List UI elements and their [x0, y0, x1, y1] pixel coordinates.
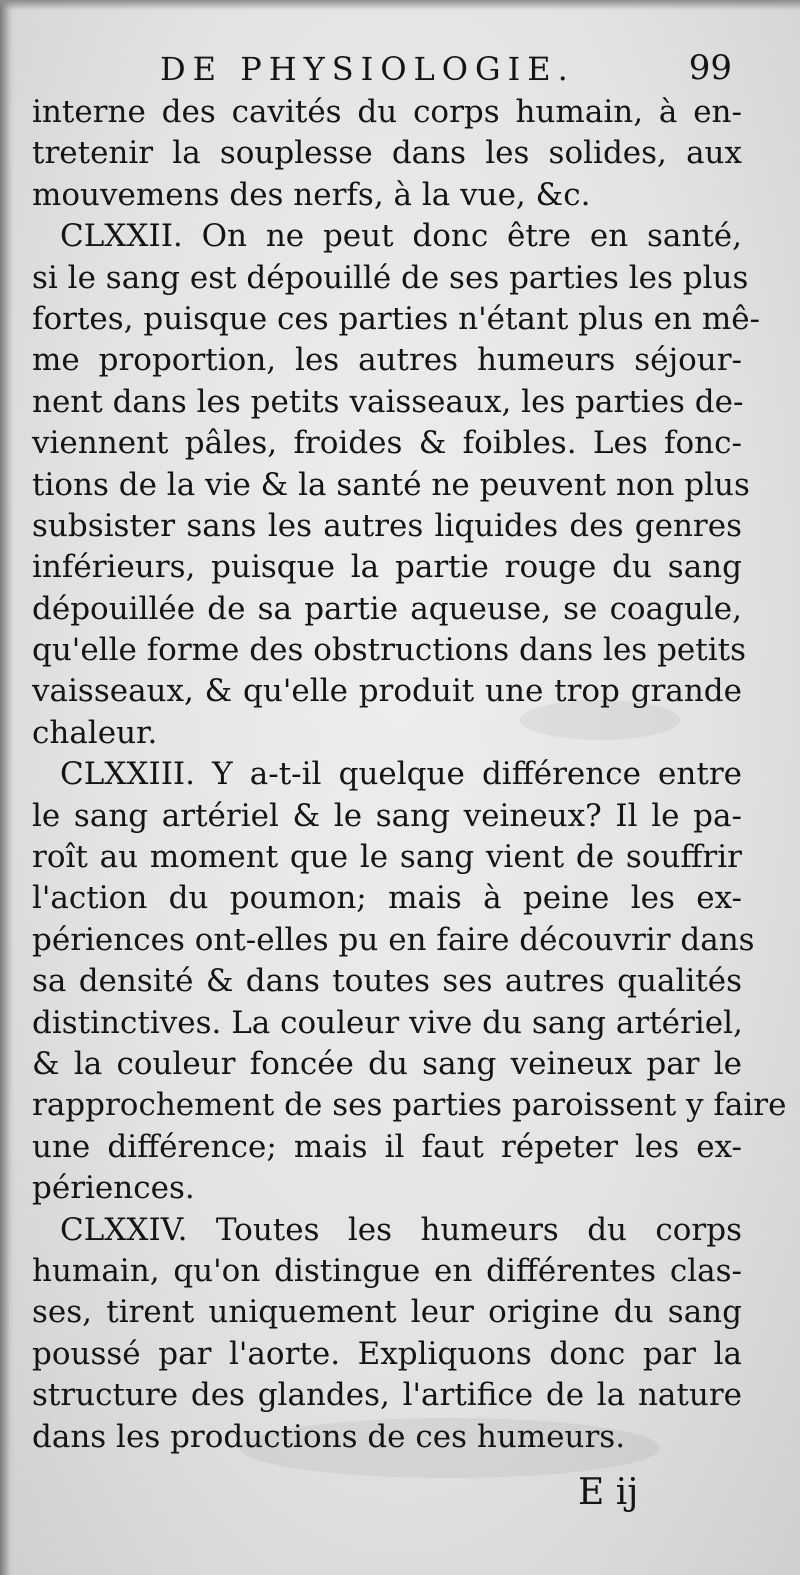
- text-line: tions de la vie & la santé ne peuvent non plus: [32, 466, 750, 503]
- page-header: [0, 44, 800, 94]
- text-line: fortes, puisque ces parties n'étant plus en mê-: [32, 300, 761, 337]
- text-line: périences.: [32, 1170, 195, 1207]
- text-line: poussé par l'aorte. Expliquons donc par la: [32, 1335, 742, 1372]
- text-line: CLXXII. On ne peut donc être en santé,: [60, 218, 742, 255]
- text-line: humain, qu'on distingue en différentes clas-: [32, 1252, 742, 1289]
- text-line: l'action du poumon; mais à peine les ex-: [32, 880, 742, 917]
- text-line: & la couleur foncée du sang veineux par le: [32, 1045, 742, 1082]
- text-line: nent dans les petits vaisseaux, les parties de-: [32, 383, 744, 420]
- text-line: CLXXIV. Toutes les humeurs du corps: [60, 1211, 742, 1248]
- body-text: [32, 92, 787, 1458]
- text-line: interne des cavités du corps humain, à en-: [32, 94, 742, 130]
- text-line: le sang artériel & le sang veineux? Il le pa-: [32, 797, 742, 834]
- text-line: qu'elle forme des obstructions dans les petits: [32, 632, 746, 669]
- text-line: tretenir la souplesse dans les solides, aux: [32, 135, 742, 172]
- text-line: sa densité & dans toutes ses autres qualités: [32, 963, 742, 1000]
- running-title: DE PHYSIOLOGIE.: [160, 50, 575, 88]
- text-line: dans les productions de ces humeurs.: [32, 1418, 626, 1455]
- text-line: une différence; mais il faut répeter les ex-: [32, 1128, 742, 1165]
- text-line: structure des glandes, l'artifice de la nature: [32, 1377, 742, 1414]
- page-shadow-top: [0, 0, 800, 10]
- text-line: périences ont-elles pu en faire découvrir dans: [32, 921, 755, 958]
- text-line: roît au moment que le sang vient de souffrir: [32, 839, 742, 876]
- text-line: subsister sans les autres liquides des genres: [32, 507, 742, 544]
- page-number: 99: [688, 48, 732, 88]
- text-line: me proportion, les autres humeurs séjour-: [32, 342, 742, 379]
- text-line: mouvemens des nerfs, à la vue, &c.: [32, 176, 591, 213]
- page-shadow-left: [0, 0, 14, 1575]
- text-line: si le sang est dépouillé de ses parties les plus: [32, 259, 749, 296]
- text-line: inférieurs, puisque la partie rouge du sang: [32, 549, 742, 586]
- text-line: CLXXIII. Y a-t-il quelque différence entre: [60, 756, 742, 793]
- text-line: rapprochement de ses parties paroissent y faire: [32, 1087, 787, 1124]
- text-line: ses, tirent uniquement leur origine du sang: [32, 1294, 742, 1331]
- text-line: chaleur.: [32, 714, 158, 751]
- text-line: viennent pâles, froides & foibles. Les fonc-: [32, 425, 742, 462]
- text-line: dépouillée de sa partie aqueuse, se coagule,: [32, 590, 742, 627]
- signature-mark: E ij: [578, 1472, 639, 1513]
- text-line: distinctives. La couleur vive du sang artériel,: [32, 1004, 743, 1041]
- text-line: vaisseaux, & qu'elle produit une trop grande: [32, 673, 742, 710]
